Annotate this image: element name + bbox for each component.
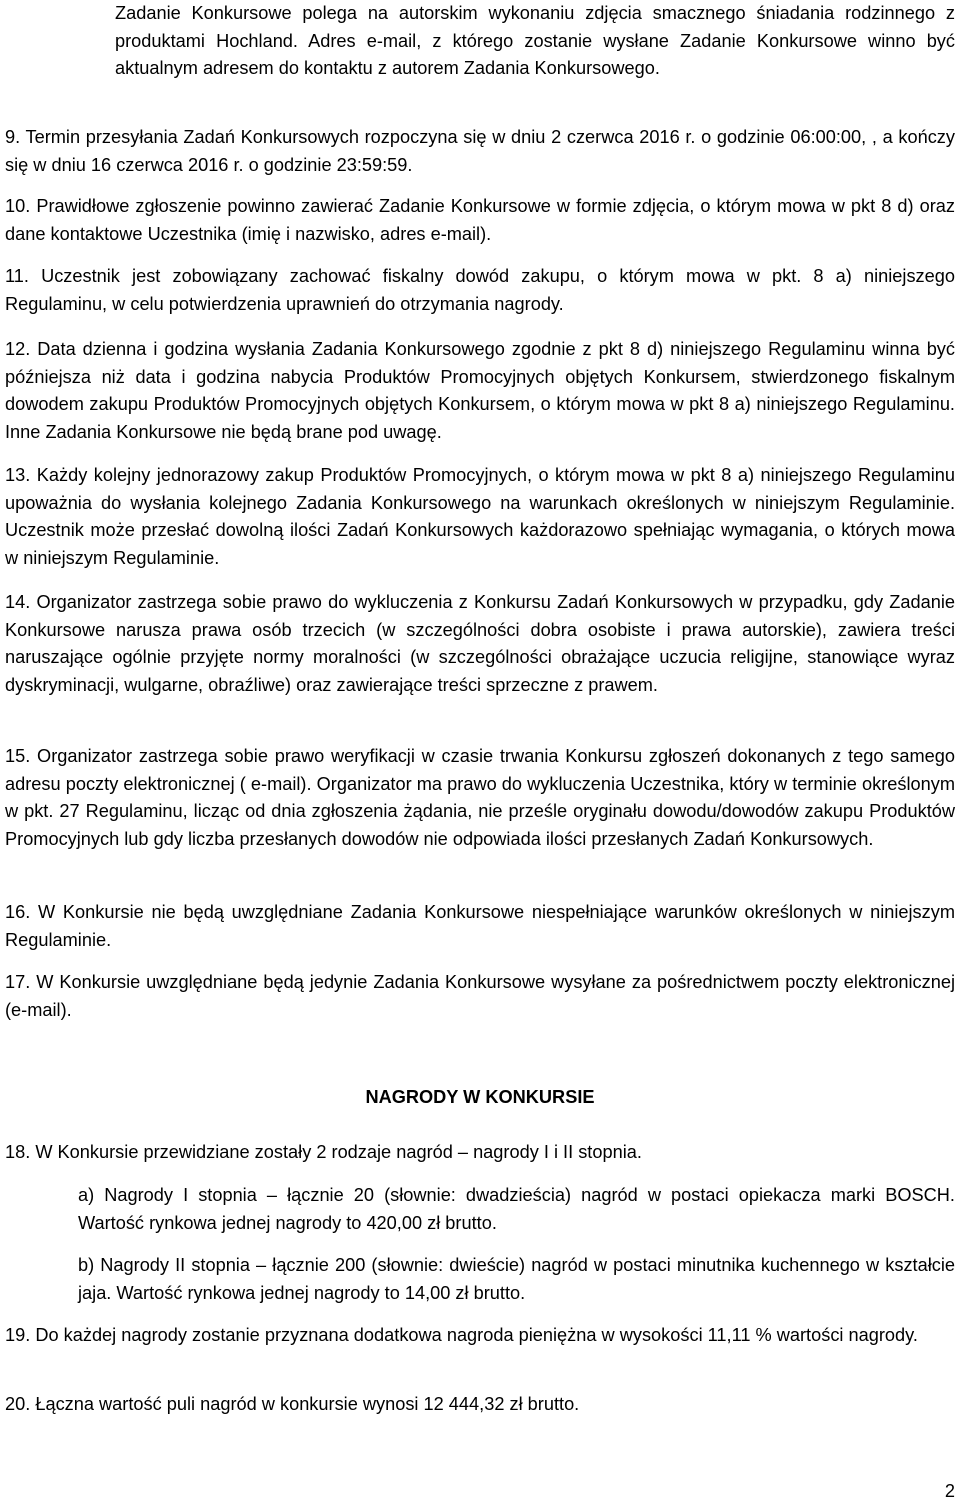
- paragraph-18: 18. W Konkursie przewidziane zostały 2 rodzaje nagród – nagrody I i II stopnia.: [5, 1142, 642, 1162]
- paragraph-13: 13. Każdy kolejny jednorazowy zakup Produktów Promocyjnych, o którym mowa w pkt 8 a) niniejszego Regulaminu upoważnia do wysłania kolejnego Zadania Konkursowego na warunkach określonych w niniejszym Regulaminie. Uczestnik może przesłać dowolną ilości Zadań Konkursowych każdorazowo spełniając wymagania, o których mowa w niniejszym Regulaminie.: [5, 465, 955, 568]
- paragraph-20: 20. Łączna wartość puli nagród w konkursie wynosi 12 444,32 zł brutto.: [5, 1394, 580, 1414]
- paragraph-9: 9. Termin przesyłania Zadań Konkursowych rozpoczyna się w dniu 2 czerwca 2016 r. o godzinie 06:00:00, , a kończy się w dniu 16 czerwca 2016 r. o godzinie 23:59:59.: [5, 127, 955, 175]
- paragraph-16: 16. W Konkursie nie będą uwzględniane Zadania Konkursowe niespełniające warunków określonych w niniejszym Regulaminie.: [5, 902, 955, 950]
- paragraph-14: 14. Organizator zastrzega sobie prawo do wykluczenia z Konkursu Zadań Konkursowych w przypadku, gdy Zadanie Konkursowe narusza prawa osób trzecich (w szczególności dobra osobiste i prawa autorskie), zawiera treści naruszające ogólnie przyjęte normy moralności (w szczególności obrażające uczucia religijne, stanowiące wyraz dyskryminacji, wulgarne, obraźliwe) oraz zawierające treści sprzeczne z prawem.: [5, 592, 955, 695]
- paragraph-15: 15. Organizator zastrzega sobie prawo weryfikacji w czasie trwania Konkursu zgłoszeń dokonanych z tego samego adresu poczty elektronicznej ( e-mail). Organizator ma prawo do wykluczenia Uczestnika, który w terminie określonym w pkt. 27 Regulaminu, licząc od dnia zgłoszenia żądania, nie prześle oryginału dowodu/dowodów zakupu Produktów Promocyjnych lub gdy liczba przesłanych dowodów nie odpowiada ilości przesłanych Zadań Konkursowych.: [5, 746, 955, 849]
- prize-item-b: b) Nagrody II stopnia – łącznie 200 (słownie: dwieście) nagród w postaci minutnika kuchennego w kształcie jaja. Wartość rynkowa jednej nagrody to 14,00 zł brutto.: [78, 1255, 955, 1303]
- section-heading-prizes: NAGRODY W KONKURSIE: [365, 1087, 595, 1107]
- paragraph-17: 17. W Konkursie uwzględniane będą jedynie Zadania Konkursowe wysyłane za pośrednictwem poczty elektronicznej (e-mail).: [5, 972, 955, 1020]
- page-number: 2: [944, 1481, 955, 1501]
- paragraph-10: 10. Prawidłowe zgłoszenie powinno zawierać Zadanie Konkursowe w formie zdjęcia, o którym mowa w pkt 8 d) oraz dane kontaktowe Uczestnika (imię i nazwisko, adres e-mail).: [5, 196, 955, 244]
- prize-item-a: a) Nagrody I stopnia – łącznie 20 (słownie: dwadzieścia) nagród w postaci opiekacza marki BOSCH. Wartość rynkowa jednej nagrody to 420,00 zł brutto.: [78, 1185, 955, 1233]
- paragraph-12: 12. Data dzienna i godzina wysłania Zadania Konkursowego zgodnie z pkt 8 d) niniejszego Regulaminu winna być późniejsza niż data i godzina nabycia Produktów Promocyjnych objętych Konkursem, stwierdzonego fiskalnym dowodem zakupu Produktów Promocyjnych objętych Konkursem, o którym mowa w pkt 8 a) niniejszego Regulaminu. Inne Zadania Konkursowe nie będą brane pod uwagę.: [5, 339, 955, 442]
- paragraph-11: 11. Uczestnik jest zobowiązany zachować fiskalny dowód zakupu, o którym mowa w pkt. 8 a) niniejszego Regulaminu, w celu potwierdzenia uprawnień do otrzymania nagrody.: [5, 266, 955, 314]
- paragraph-8-continuation: Zadanie Konkursowe polega na autorskim wykonaniu zdjęcia smacznego śniadania rodzinnego z produktami Hochland. Adres e-mail, z którego zostanie wysłane Zadanie Konkursowe winno być aktualnym adresem do kontaktu z autorem Zadania Konkursowego.: [115, 3, 955, 79]
- paragraph-19: 19. Do każdej nagrody zostanie przyznana dodatkowa nagroda pieniężna w wysokości 11,11 % wartości nagrody.: [5, 1325, 918, 1345]
